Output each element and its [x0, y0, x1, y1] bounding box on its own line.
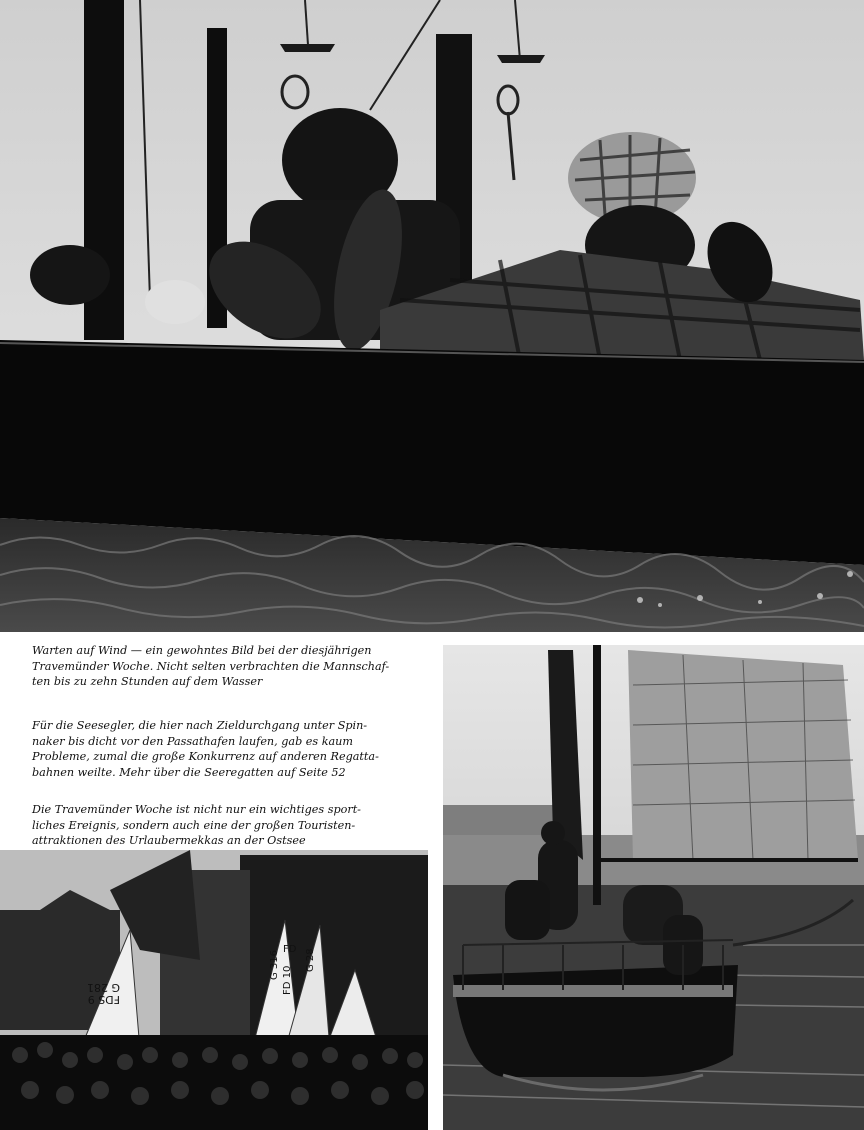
caption-line: ten bis zu zehn Stunden auf dem Wasser: [32, 675, 263, 688]
caption-line: Probleme, zumal die große Konkurrenz auf anderen Regatta-: [32, 750, 379, 763]
sail-number-b: G 316: [269, 949, 280, 980]
caption-line: naker bis dicht vor den Passathafen laufen, gab es kaum: [32, 734, 353, 748]
caption-travemuender-woche: [32, 802, 437, 849]
sail-number-c: FD: [283, 944, 297, 955]
caption-line: Für die Seesegler, die hier nach Zieldurchgang unter Spin-: [32, 719, 368, 732]
photo-harbour-crowd-image: [0, 850, 428, 1130]
caption-waiting-for-wind: [32, 643, 437, 690]
caption-line: liches Ereignis, sondern auch eine der großen Touristen-: [32, 818, 356, 832]
photo-harbour-crowd: [0, 850, 428, 1130]
sail-number-a: G 281: [86, 981, 120, 994]
caption-line: bahnen weilte. Mehr über die Seeregatten auf Seite 52: [32, 765, 346, 779]
sail-number-a2: FDS 9: [87, 993, 120, 1006]
photo-yacht-sailing-image: [443, 645, 864, 1130]
caption-seesegler: [32, 718, 437, 780]
photo-yacht-sailing: [443, 645, 864, 1130]
caption-line: Warten auf Wind — ein gewohntes Bild bei der diesjährigen: [32, 644, 372, 657]
sail-number-d: G 28: [305, 948, 316, 972]
caption-line: Travemünder Woche. Nicht selten verbrachten die Mannschaf-: [32, 659, 390, 673]
sail-number-b2: FD 10: [282, 965, 293, 995]
caption-line: attraktionen des Urlaubermekkas an der Ostsee: [32, 834, 306, 847]
caption-line: Die Travemünder Woche ist nicht nur ein wichtiges sport-: [32, 803, 361, 816]
